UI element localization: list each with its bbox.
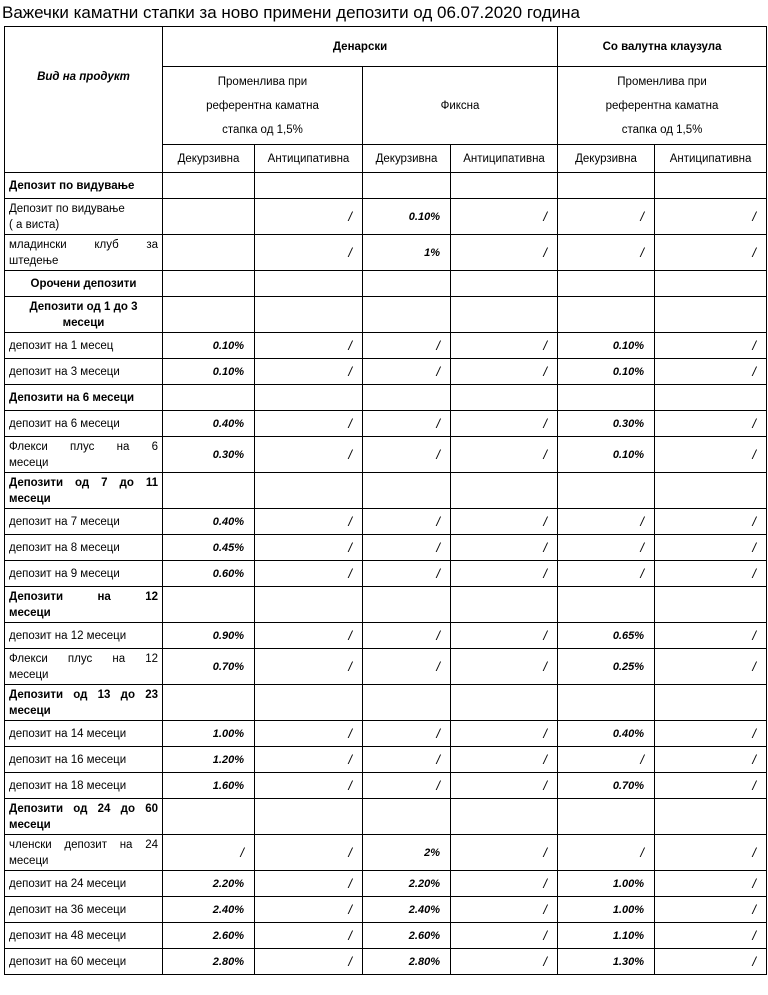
empty-cell <box>363 385 451 411</box>
not-applicable-cell: / <box>451 747 558 773</box>
product-label: депозит на 6 месеци <box>5 411 163 437</box>
table-row <box>5 949 767 975</box>
rate-cell: 0.10% <box>558 359 655 385</box>
empty-cell <box>451 587 558 623</box>
not-applicable-cell: / <box>655 897 767 923</box>
not-applicable-cell: / <box>558 747 655 773</box>
rate-cell: 0.45% <box>163 535 255 561</box>
product-label: депозит на 8 месеци <box>5 535 163 561</box>
not-applicable-cell: / <box>655 949 767 975</box>
empty-cell <box>163 685 255 721</box>
product-label: депозит на 12 месеци <box>5 623 163 649</box>
fx-variable-header: Променлива при референтна каматна стапка од 1,5% <box>558 67 767 145</box>
product-label: Депозит по видување ( а виста) <box>5 199 163 235</box>
not-applicable-cell: / <box>255 333 363 359</box>
empty-cell <box>163 385 255 411</box>
not-applicable-cell: / <box>655 773 767 799</box>
not-applicable-cell: / <box>451 897 558 923</box>
section-label: Депозити на 12 месеци <box>5 587 163 623</box>
table-row <box>5 773 767 799</box>
rate-cell: 0.30% <box>163 437 255 473</box>
not-applicable-cell: / <box>655 199 767 235</box>
section-row <box>5 685 767 721</box>
empty-cell <box>255 271 363 297</box>
table-row <box>5 235 767 271</box>
product-label: депозит на 1 месец <box>5 333 163 359</box>
not-applicable-cell: / <box>655 359 767 385</box>
not-applicable-cell: / <box>363 721 451 747</box>
table-row <box>5 437 767 473</box>
not-applicable-cell: / <box>451 721 558 747</box>
not-applicable-cell: / <box>363 535 451 561</box>
rate-cell: 0.40% <box>163 509 255 535</box>
document-title: Важечки каматни стапки за ново примени депозити од 06.07.2020 година <box>2 3 580 22</box>
empty-cell <box>255 473 363 509</box>
not-applicable-cell: / <box>451 509 558 535</box>
not-applicable-cell: / <box>255 649 363 685</box>
not-applicable-cell: / <box>451 199 558 235</box>
not-applicable-cell: / <box>363 509 451 535</box>
interest-rates-table <box>4 26 767 975</box>
not-applicable-cell: / <box>451 949 558 975</box>
empty-cell <box>655 297 767 333</box>
not-applicable-cell: / <box>558 235 655 271</box>
not-applicable-cell: / <box>655 235 767 271</box>
table-row <box>5 333 767 359</box>
section-row <box>5 385 767 411</box>
col-decursive-1: Декурзивна <box>163 145 255 173</box>
rate-cell: 0.10% <box>163 359 255 385</box>
table-row <box>5 897 767 923</box>
empty-cell <box>255 799 363 835</box>
rate-cell: 2.40% <box>163 897 255 923</box>
rate-cell: 0.10% <box>363 199 451 235</box>
rate-cell: 1.30% <box>558 949 655 975</box>
denar-variable-header: Променлива при референтна каматна стапка од 1,5% <box>163 67 363 145</box>
empty-cell <box>558 385 655 411</box>
empty-cell <box>363 473 451 509</box>
rate-cell: 1.60% <box>163 773 255 799</box>
not-applicable-cell: / <box>655 535 767 561</box>
product-label: депозит на 16 месеци <box>5 747 163 773</box>
rate-cell: 0.70% <box>558 773 655 799</box>
empty-cell <box>558 297 655 333</box>
empty-cell <box>655 587 767 623</box>
not-applicable-cell: / <box>451 359 558 385</box>
empty-cell <box>363 297 451 333</box>
col-anticipative-3: Антиципативна <box>655 145 767 173</box>
table-row <box>5 923 767 949</box>
not-applicable-cell: / <box>363 333 451 359</box>
col-anticipative-2: Антиципативна <box>451 145 558 173</box>
empty-cell <box>255 297 363 333</box>
rate-cell: 2.60% <box>363 923 451 949</box>
empty-cell <box>558 473 655 509</box>
col-anticipative-1: Антиципативна <box>255 145 363 173</box>
not-applicable-cell: / <box>655 509 767 535</box>
table-row <box>5 535 767 561</box>
not-applicable-cell: / <box>558 199 655 235</box>
section-row <box>5 297 767 333</box>
empty-cell <box>558 271 655 297</box>
rate-cell: 1.00% <box>163 721 255 747</box>
not-applicable-cell: / <box>451 773 558 799</box>
empty-cell <box>655 271 767 297</box>
not-applicable-cell: / <box>451 649 558 685</box>
denar-group-header: Денарски <box>163 27 558 67</box>
empty-cell <box>163 587 255 623</box>
not-applicable-cell: / <box>655 561 767 587</box>
product-label: депозит на 18 месеци <box>5 773 163 799</box>
not-applicable-cell: / <box>451 535 558 561</box>
rate-cell: 1.10% <box>558 923 655 949</box>
not-applicable-cell: / <box>363 561 451 587</box>
not-applicable-cell: / <box>363 773 451 799</box>
product-label: членски депозит на 24 месеци <box>5 835 163 871</box>
not-applicable-cell: / <box>255 623 363 649</box>
not-applicable-cell: / <box>255 359 363 385</box>
product-label: младински клуб за штедење <box>5 235 163 271</box>
rate-cell: 0.40% <box>163 411 255 437</box>
empty-cell <box>558 799 655 835</box>
table-row <box>5 561 767 587</box>
not-applicable-cell: / <box>451 437 558 473</box>
rate-cell: 0.90% <box>163 623 255 649</box>
rate-cell: 2.40% <box>363 897 451 923</box>
rate-cell: 0.70% <box>163 649 255 685</box>
section-label: Депозити на 6 месеци <box>5 385 163 411</box>
section-label: Депозити од 13 до 23 месеци <box>5 685 163 721</box>
section-label: Депозити од 7 до 11 месеци <box>5 473 163 509</box>
not-applicable-cell: / <box>363 649 451 685</box>
empty-cell <box>163 271 255 297</box>
not-applicable-cell: / <box>163 835 255 871</box>
not-applicable-cell: / <box>451 411 558 437</box>
not-applicable-cell: / <box>655 411 767 437</box>
product-label: депозит на 14 месеци <box>5 721 163 747</box>
denar-fixed-header: Фиксна <box>363 67 558 145</box>
empty-cell <box>363 799 451 835</box>
not-applicable-cell: / <box>255 871 363 897</box>
not-applicable-cell: / <box>655 649 767 685</box>
not-applicable-cell: / <box>255 721 363 747</box>
not-applicable-cell: / <box>255 509 363 535</box>
not-applicable-cell: / <box>655 721 767 747</box>
not-applicable-cell: / <box>655 923 767 949</box>
table-row <box>5 835 767 871</box>
product-label: депозит на 3 месеци <box>5 359 163 385</box>
table-row <box>5 721 767 747</box>
section-row <box>5 587 767 623</box>
not-applicable-cell: / <box>451 561 558 587</box>
not-applicable-cell: / <box>255 897 363 923</box>
not-applicable-cell: / <box>255 437 363 473</box>
not-applicable-cell: / <box>255 411 363 437</box>
empty-cell <box>163 799 255 835</box>
rate-cell: 1.00% <box>558 897 655 923</box>
empty-cell <box>363 587 451 623</box>
not-applicable-cell: / <box>655 437 767 473</box>
not-applicable-cell: / <box>451 623 558 649</box>
rate-cell: 0.10% <box>558 333 655 359</box>
rate-cell: 0.40% <box>558 721 655 747</box>
empty-cell <box>655 473 767 509</box>
rate-cell: 2.20% <box>363 871 451 897</box>
not-applicable-cell: / <box>255 535 363 561</box>
not-applicable-cell: / <box>255 235 363 271</box>
empty-cell <box>363 685 451 721</box>
section-row <box>5 473 767 509</box>
product-label: депозит на 60 месеци <box>5 949 163 975</box>
empty-cell <box>655 685 767 721</box>
empty-cell <box>451 685 558 721</box>
section-row <box>5 799 767 835</box>
rate-cell: 2.80% <box>163 949 255 975</box>
section-label: Депозит по видување <box>5 173 163 199</box>
rate-cell <box>163 235 255 271</box>
empty-cell <box>255 385 363 411</box>
empty-cell <box>451 297 558 333</box>
product-label: Флекси плус на 6 месеци <box>5 437 163 473</box>
table-row <box>5 411 767 437</box>
empty-cell <box>558 685 655 721</box>
not-applicable-cell: / <box>558 535 655 561</box>
empty-cell <box>163 473 255 509</box>
not-applicable-cell: / <box>451 835 558 871</box>
table-row <box>5 199 767 235</box>
not-applicable-cell: / <box>363 747 451 773</box>
empty-cell <box>655 173 767 199</box>
rate-cell: 0.65% <box>558 623 655 649</box>
table-row <box>5 649 767 685</box>
table-row <box>5 623 767 649</box>
not-applicable-cell: / <box>363 359 451 385</box>
not-applicable-cell: / <box>451 871 558 897</box>
empty-cell <box>655 385 767 411</box>
not-applicable-cell: / <box>655 835 767 871</box>
rate-cell: 0.60% <box>163 561 255 587</box>
rate-cell: 0.10% <box>558 437 655 473</box>
not-applicable-cell: / <box>363 623 451 649</box>
table-row <box>5 747 767 773</box>
empty-cell <box>163 297 255 333</box>
section-row <box>5 271 767 297</box>
product-label: депозит на 24 месеци <box>5 871 163 897</box>
rate-cell: 0.10% <box>163 333 255 359</box>
empty-cell <box>558 587 655 623</box>
product-label: Флекси плус на 12 месеци <box>5 649 163 685</box>
rate-cell: 2.80% <box>363 949 451 975</box>
col-decursive-3: Декурзивна <box>558 145 655 173</box>
rate-cell: 2.20% <box>163 871 255 897</box>
product-label: депозит на 36 месеци <box>5 897 163 923</box>
not-applicable-cell: / <box>655 747 767 773</box>
not-applicable-cell: / <box>558 835 655 871</box>
not-applicable-cell: / <box>255 561 363 587</box>
table-row <box>5 509 767 535</box>
table-row <box>5 359 767 385</box>
empty-cell <box>363 173 451 199</box>
section-label: Депозити од 24 до 60 месеци <box>5 799 163 835</box>
not-applicable-cell: / <box>655 871 767 897</box>
empty-cell <box>363 271 451 297</box>
empty-cell <box>451 473 558 509</box>
rate-cell <box>163 199 255 235</box>
empty-cell <box>451 799 558 835</box>
rate-cell: 0.25% <box>558 649 655 685</box>
not-applicable-cell: / <box>255 949 363 975</box>
section-row <box>5 173 767 199</box>
not-applicable-cell: / <box>655 333 767 359</box>
rate-cell: 1% <box>363 235 451 271</box>
rate-cell: 2.60% <box>163 923 255 949</box>
not-applicable-cell: / <box>255 747 363 773</box>
table-row <box>5 871 767 897</box>
not-applicable-cell: / <box>451 235 558 271</box>
empty-cell <box>255 587 363 623</box>
not-applicable-cell: / <box>558 561 655 587</box>
empty-cell <box>451 271 558 297</box>
empty-cell <box>655 799 767 835</box>
empty-cell <box>255 685 363 721</box>
not-applicable-cell: / <box>451 923 558 949</box>
not-applicable-cell: / <box>451 333 558 359</box>
not-applicable-cell: / <box>255 923 363 949</box>
empty-cell <box>451 173 558 199</box>
product-label: депозит на 9 месеци <box>5 561 163 587</box>
not-applicable-cell: / <box>255 773 363 799</box>
rate-cell: 1.20% <box>163 747 255 773</box>
empty-cell <box>451 385 558 411</box>
product-label: депозит на 48 месеци <box>5 923 163 949</box>
product-label: депозит на 7 месеци <box>5 509 163 535</box>
section-label: Орочени депозити <box>5 271 163 297</box>
empty-cell <box>163 173 255 199</box>
product-type-header: Вид на продукт <box>5 27 163 173</box>
rate-cell: 2% <box>363 835 451 871</box>
not-applicable-cell: / <box>255 835 363 871</box>
section-label: Депозити од 1 до 3 месеци <box>5 297 163 333</box>
not-applicable-cell: / <box>363 411 451 437</box>
not-applicable-cell: / <box>655 623 767 649</box>
empty-cell <box>558 173 655 199</box>
not-applicable-cell: / <box>558 509 655 535</box>
rate-cell: 0.30% <box>558 411 655 437</box>
fx-clause-group-header: Со валутна клаузула <box>558 27 767 67</box>
empty-cell <box>255 173 363 199</box>
not-applicable-cell: / <box>255 199 363 235</box>
rate-cell: 1.00% <box>558 871 655 897</box>
not-applicable-cell: / <box>363 437 451 473</box>
col-decursive-2: Декурзивна <box>363 145 451 173</box>
